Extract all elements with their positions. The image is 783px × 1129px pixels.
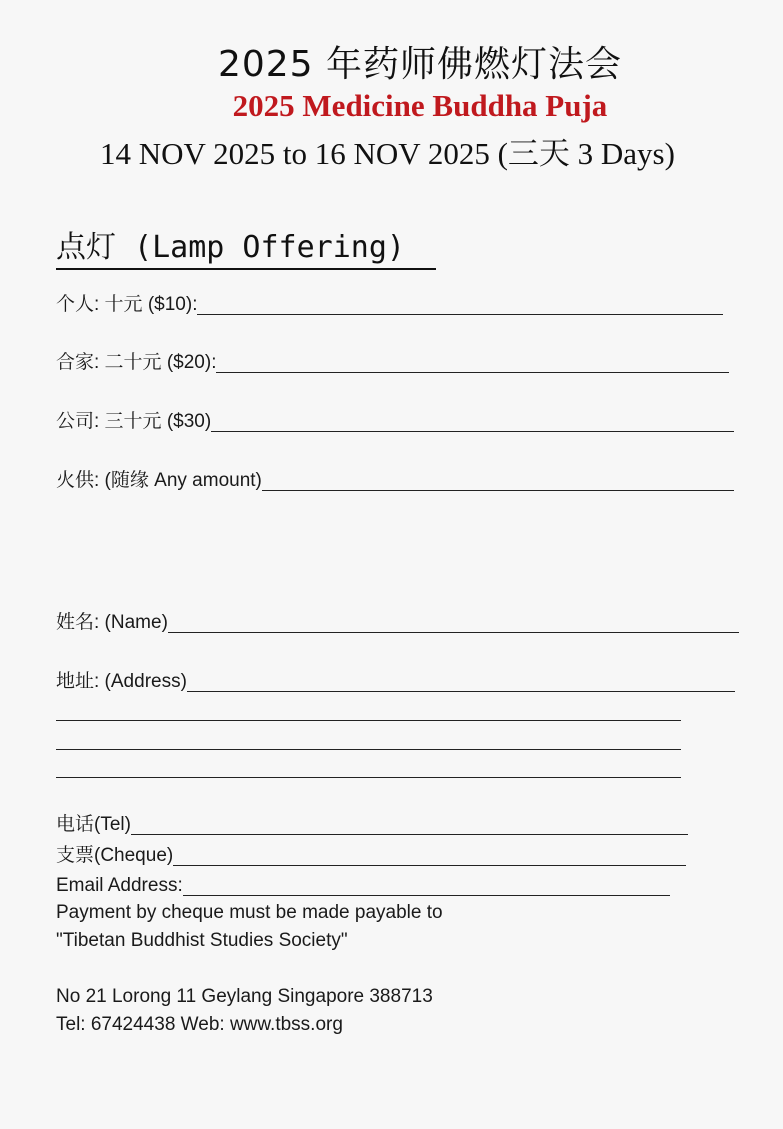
tel-blank[interactable]	[131, 834, 688, 835]
title-english: 2025 Medicine Buddha Puja	[232, 88, 608, 123]
address-extra-line-1[interactable]	[56, 720, 681, 721]
offering-individual-label: 个人: 十元 ($10):	[56, 294, 198, 315]
offering-fire-puja-blank[interactable]	[262, 490, 734, 491]
offering-fire-puja-label: 火供: (随缘 Any amount)	[56, 470, 262, 491]
organization-address: No 21 Lorong 11 Geylang Singapore 388713	[56, 986, 433, 1007]
address-blank[interactable]	[187, 691, 735, 692]
email-blank[interactable]	[183, 895, 670, 896]
event-dates: 14 NOV 2025 to 16 NOV 2025 (三天 3 Days)	[100, 136, 675, 171]
address-extra-line-3[interactable]	[56, 777, 681, 778]
email-label: Email Address:	[56, 875, 183, 896]
offering-company-line	[56, 407, 734, 435]
cheque-blank[interactable]	[173, 865, 686, 866]
address-extra-line-2[interactable]	[56, 749, 681, 750]
payment-note-line-1: Payment by cheque must be made payable to	[56, 902, 443, 923]
address-line	[56, 667, 735, 695]
name-blank[interactable]	[168, 632, 739, 633]
address-label: 地址: (Address)	[56, 671, 187, 692]
title-chinese: 2025 年药师佛燃灯法会	[217, 44, 623, 85]
email-line	[56, 871, 670, 899]
offering-company-label: 公司: 三十元 ($30)	[56, 411, 212, 432]
offering-company-blank[interactable]	[211, 431, 734, 432]
cheque-line	[56, 841, 686, 869]
cheque-label: 支票(Cheque)	[56, 845, 174, 866]
offering-fire-puja-line	[56, 466, 734, 494]
section-title-lamp-offering: 点灯 (Lamp Offering)	[56, 222, 436, 270]
organization-contact: Tel: 67424438 Web: www.tbss.org	[56, 1014, 343, 1035]
offering-family-line	[56, 348, 729, 376]
tel-line	[56, 810, 688, 838]
payment-note-line-2: "Tibetan Buddhist Studies Society"	[56, 930, 348, 951]
offering-individual-line	[56, 290, 723, 318]
name-label: 姓名: (Name)	[56, 612, 168, 633]
offering-individual-blank[interactable]	[197, 314, 723, 315]
offering-family-label: 合家: 二十元 ($20):	[56, 352, 217, 373]
offering-family-blank[interactable]	[216, 372, 729, 373]
name-line	[56, 608, 739, 636]
tel-label: 电话(Tel)	[56, 814, 131, 835]
